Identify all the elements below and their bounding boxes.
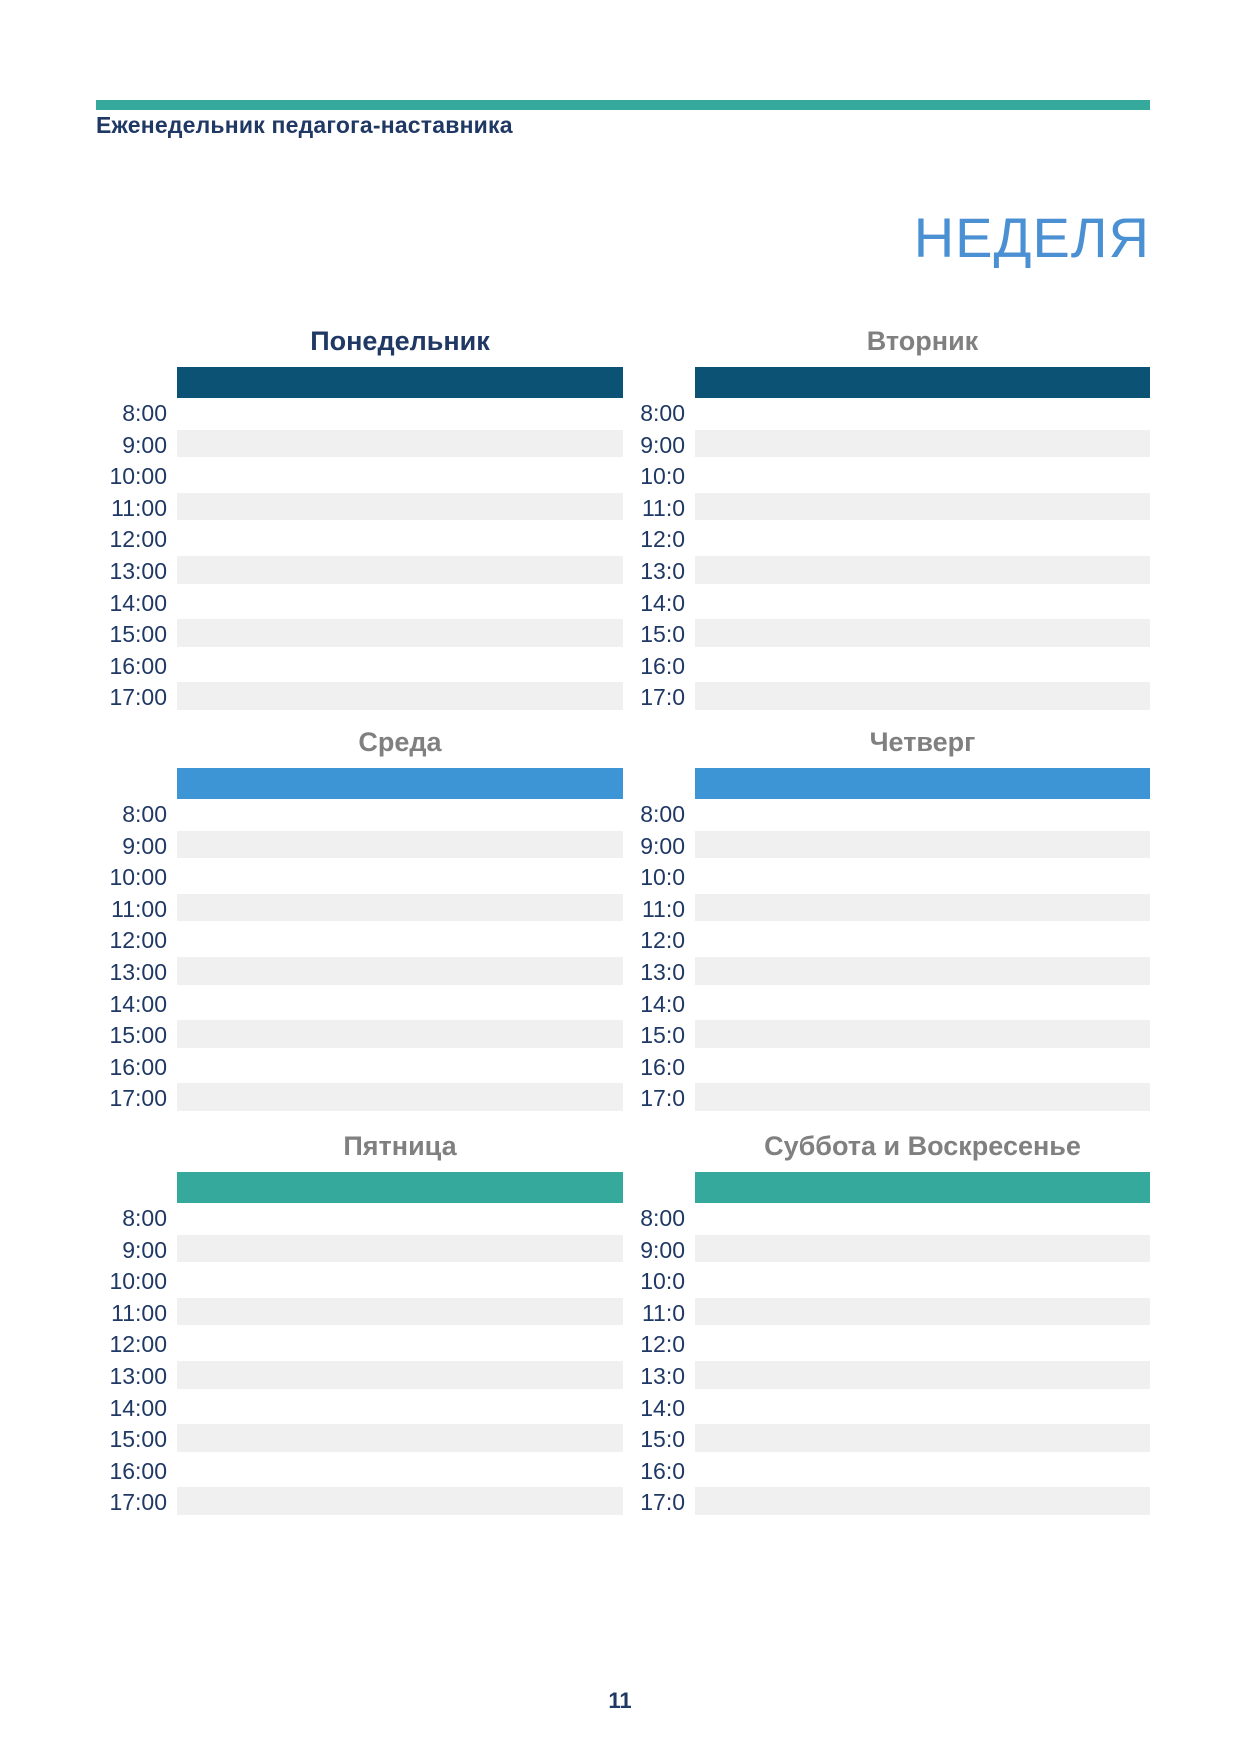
time-label: 15:0 [640, 1022, 685, 1049]
time-label: 9:00 [640, 832, 685, 859]
time-slot [177, 1361, 623, 1393]
time-row [88, 925, 623, 957]
day-column [606, 323, 1150, 714]
header-accent-bar [96, 100, 1150, 110]
time-row [606, 398, 1150, 430]
time-label: 11:0 [641, 1299, 685, 1326]
day-title: Вторник [866, 326, 979, 356]
time-slot [177, 1393, 623, 1425]
time-label: 16:00 [109, 1053, 167, 1080]
day-title: Среда [358, 727, 442, 757]
time-row [606, 1235, 1150, 1267]
time-slot [177, 1456, 623, 1488]
day-header-bar [177, 367, 623, 398]
time-row [88, 398, 623, 430]
time-row [606, 799, 1150, 831]
time-label: 8:00 [640, 400, 685, 426]
time-row [606, 1329, 1150, 1361]
time-row [606, 1266, 1150, 1298]
time-slot [177, 1020, 623, 1052]
time-label: 15:00 [109, 621, 167, 648]
time-rows [88, 398, 623, 714]
time-label: 14:00 [109, 990, 167, 1017]
time-slot [177, 1298, 623, 1330]
day-column [88, 724, 623, 1115]
time-slot [177, 556, 623, 588]
time-row [606, 1203, 1150, 1235]
time-slot [695, 1393, 1150, 1425]
day-header-bar [695, 768, 1150, 799]
time-row [88, 1424, 623, 1456]
time-slot [177, 1203, 623, 1235]
time-row [88, 619, 623, 651]
time-slot [695, 799, 1150, 831]
time-slot [177, 1424, 623, 1456]
time-row [606, 588, 1150, 620]
time-slot [177, 493, 623, 525]
day-title: Понедельник [310, 326, 490, 356]
time-slot [695, 1083, 1150, 1115]
time-label: 10:00 [109, 463, 167, 490]
time-row [606, 556, 1150, 588]
time-slot [695, 831, 1150, 863]
time-slot [695, 989, 1150, 1021]
time-label: 14:0 [640, 990, 685, 1017]
time-label: 11:0 [641, 494, 685, 521]
time-slot [695, 430, 1150, 462]
time-label: 17:00 [109, 1085, 167, 1112]
time-label: 15:0 [640, 1426, 685, 1453]
time-slot [177, 1487, 623, 1519]
time-row [88, 1487, 623, 1519]
time-slot [695, 524, 1150, 556]
time-label: 12:0 [640, 526, 685, 553]
day-header-bar [695, 367, 1150, 398]
time-slot [177, 989, 623, 1021]
page-title: НЕДЕЛЯ [913, 206, 1150, 269]
time-row [88, 894, 623, 926]
time-slot [177, 957, 623, 989]
time-label: 10:0 [640, 1268, 685, 1295]
time-label: 14:00 [109, 589, 167, 616]
time-slot [695, 619, 1150, 651]
time-label: 17:00 [109, 1489, 167, 1516]
time-row [88, 862, 623, 894]
time-row [88, 1393, 623, 1425]
time-row [88, 1052, 623, 1084]
time-label: 17:0 [640, 684, 685, 711]
time-row [606, 989, 1150, 1021]
time-row [88, 1020, 623, 1052]
page-number: 11 [608, 1688, 632, 1713]
time-row [88, 1083, 623, 1115]
time-label: 14:0 [640, 589, 685, 616]
time-slot [177, 1083, 623, 1115]
time-label: 17:00 [109, 684, 167, 711]
time-row [606, 461, 1150, 493]
time-slot [695, 461, 1150, 493]
time-rows [88, 799, 623, 1115]
time-label: 11:00 [111, 895, 167, 922]
time-row [606, 1083, 1150, 1115]
time-label: 16:00 [109, 1457, 167, 1484]
time-row [88, 588, 623, 620]
time-label: 8:00 [122, 400, 167, 426]
time-row [606, 1456, 1150, 1488]
time-label: 16:00 [109, 652, 167, 679]
time-row [88, 1266, 623, 1298]
time-row [606, 1052, 1150, 1084]
time-label: 8:00 [640, 1205, 685, 1231]
time-label: 16:0 [640, 1457, 685, 1484]
time-slot [177, 651, 623, 683]
time-slot [695, 682, 1150, 714]
time-label: 12:0 [640, 927, 685, 954]
time-slot [695, 1235, 1150, 1267]
time-slot [695, 1203, 1150, 1235]
time-label: 13:00 [109, 557, 167, 584]
day-title: Четверг [869, 727, 976, 757]
time-row [88, 493, 623, 525]
time-slot [177, 1266, 623, 1298]
time-row [88, 556, 623, 588]
day-title: Суббота и Воскресенье [764, 1131, 1081, 1161]
time-row [88, 1203, 623, 1235]
day-column [88, 323, 623, 714]
time-row [88, 957, 623, 989]
time-row [606, 862, 1150, 894]
time-row [606, 493, 1150, 525]
time-label: 13:0 [640, 958, 685, 985]
time-slot [695, 1487, 1150, 1519]
time-row [606, 894, 1150, 926]
time-label: 15:00 [109, 1022, 167, 1049]
time-slot [695, 1052, 1150, 1084]
week-section [0, 1128, 1240, 1519]
time-label: 12:00 [109, 927, 167, 954]
day-column [88, 1128, 623, 1519]
time-label: 8:00 [640, 801, 685, 827]
time-slot [695, 1361, 1150, 1393]
time-slot [177, 619, 623, 651]
week-section [0, 323, 1240, 714]
time-label: 9:00 [122, 832, 167, 859]
time-slot [177, 831, 623, 863]
time-label: 14:0 [640, 1394, 685, 1421]
time-slot [695, 862, 1150, 894]
time-slot [695, 651, 1150, 683]
time-label: 10:0 [640, 864, 685, 891]
time-slot [177, 461, 623, 493]
time-row [606, 1487, 1150, 1519]
time-row [88, 831, 623, 863]
time-slot [177, 862, 623, 894]
time-label: 12:00 [109, 526, 167, 553]
time-slot [695, 398, 1150, 430]
time-slot [177, 398, 623, 430]
time-rows [606, 398, 1150, 714]
day-column [606, 1128, 1150, 1519]
time-slot [177, 1329, 623, 1361]
time-slot [177, 524, 623, 556]
time-slot [177, 430, 623, 462]
time-row [88, 799, 623, 831]
time-rows [88, 1203, 623, 1519]
time-row [606, 957, 1150, 989]
time-slot [177, 894, 623, 926]
day-column [606, 724, 1150, 1115]
time-rows [606, 1203, 1150, 1519]
time-label: 13:00 [109, 958, 167, 985]
time-slot [695, 894, 1150, 926]
time-label: 15:0 [640, 621, 685, 648]
time-label: 9:00 [122, 1236, 167, 1263]
time-label: 16:0 [640, 1053, 685, 1080]
time-label: 12:0 [640, 1331, 685, 1358]
time-slot [177, 799, 623, 831]
time-row [88, 1456, 623, 1488]
time-row [606, 1424, 1150, 1456]
time-slot [695, 588, 1150, 620]
time-slot [695, 1020, 1150, 1052]
time-label: 12:00 [109, 1331, 167, 1358]
time-slot [695, 925, 1150, 957]
time-label: 10:00 [109, 1268, 167, 1295]
time-row [606, 524, 1150, 556]
time-label: 16:0 [640, 652, 685, 679]
time-rows [606, 799, 1150, 1115]
time-label: 14:00 [109, 1394, 167, 1421]
time-label: 9:00 [640, 1236, 685, 1263]
document-title: Еженедельник педагога-наставника [96, 112, 513, 138]
time-slot [695, 1266, 1150, 1298]
time-row [88, 1298, 623, 1330]
time-label: 17:0 [640, 1489, 685, 1516]
time-row [606, 1020, 1150, 1052]
time-row [88, 1361, 623, 1393]
time-label: 13:00 [109, 1362, 167, 1389]
time-slot [695, 556, 1150, 588]
time-row [606, 430, 1150, 462]
time-row [606, 651, 1150, 683]
time-row [88, 461, 623, 493]
time-label: 15:00 [109, 1426, 167, 1453]
time-row [606, 925, 1150, 957]
time-label: 13:0 [640, 1362, 685, 1389]
time-label: 8:00 [122, 1205, 167, 1231]
time-slot [695, 957, 1150, 989]
time-label: 10:00 [109, 864, 167, 891]
time-label: 9:00 [640, 431, 685, 458]
time-slot [695, 1298, 1150, 1330]
time-row [606, 619, 1150, 651]
time-row [88, 1329, 623, 1361]
time-slot [695, 493, 1150, 525]
time-slot [177, 1052, 623, 1084]
time-label: 17:0 [640, 1085, 685, 1112]
time-row [88, 682, 623, 714]
time-row [606, 1298, 1150, 1330]
time-label: 9:00 [122, 431, 167, 458]
time-slot [695, 1456, 1150, 1488]
time-slot [177, 588, 623, 620]
time-label: 11:00 [111, 1299, 167, 1326]
time-slot [177, 682, 623, 714]
time-slot [695, 1424, 1150, 1456]
day-header-bar [695, 1172, 1150, 1203]
time-slot [695, 1329, 1150, 1361]
time-row [606, 831, 1150, 863]
time-label: 11:0 [641, 895, 685, 922]
time-label: 11:00 [111, 494, 167, 521]
time-slot [177, 1235, 623, 1267]
time-row [606, 682, 1150, 714]
day-header-bar [177, 768, 623, 799]
time-label: 8:00 [122, 801, 167, 827]
time-row [88, 989, 623, 1021]
day-title: Пятница [343, 1131, 457, 1161]
time-row [606, 1393, 1150, 1425]
time-row [88, 524, 623, 556]
time-label: 10:0 [640, 463, 685, 490]
day-header-bar [177, 1172, 623, 1203]
time-row [88, 430, 623, 462]
time-row [88, 651, 623, 683]
time-row [88, 1235, 623, 1267]
time-row [606, 1361, 1150, 1393]
week-section [0, 724, 1240, 1115]
time-label: 13:0 [640, 557, 685, 584]
time-slot [177, 925, 623, 957]
